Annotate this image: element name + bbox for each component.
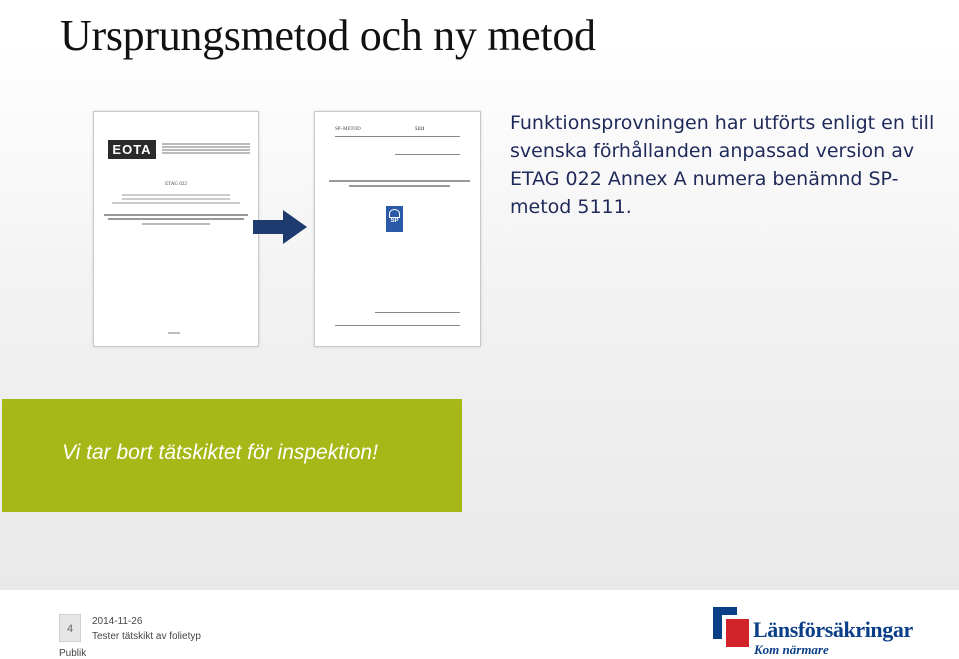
lansforsakringar-logo-icon bbox=[713, 607, 749, 647]
etag-page-marker bbox=[168, 332, 180, 334]
divider bbox=[395, 154, 460, 155]
footer-classification: Publik bbox=[59, 648, 87, 659]
footer-subtitle: Tester tätskikt av folietyp bbox=[92, 631, 201, 642]
divider bbox=[375, 312, 460, 313]
sp-header: SP–METOD bbox=[335, 127, 361, 132]
etag-title-lines bbox=[102, 192, 250, 206]
eota-logo: EOTA bbox=[108, 140, 156, 159]
etag-code: ETAG 022 bbox=[165, 182, 187, 187]
brand-slogan: Kom närmare bbox=[754, 642, 829, 657]
right-arrow-icon bbox=[253, 210, 307, 244]
sp-logo: SP bbox=[386, 206, 403, 232]
footer-date: 2014-11-26 bbox=[92, 616, 143, 627]
etag-document-thumbnail bbox=[93, 111, 259, 347]
brand-name: Länsförsäkringar bbox=[753, 617, 913, 642]
sp-document-thumbnail bbox=[314, 111, 481, 347]
divider bbox=[335, 136, 460, 137]
body-text: Funktionsprovningen har utförts enligt en till svenska förhållanden anpassad version av ETAG 022 Annex A numera benämnd SP-metod 5111. bbox=[510, 112, 935, 218]
divider bbox=[335, 325, 460, 326]
sp-title-lines bbox=[329, 178, 470, 190]
eota-header-lines bbox=[162, 142, 250, 155]
page-number: 4 bbox=[59, 614, 81, 642]
etag-annex-lines bbox=[102, 212, 250, 228]
banner-text: Vi tar bort tätskiktet för inspektion! bbox=[62, 441, 378, 464]
sp-number: 5111 bbox=[415, 127, 425, 132]
page-title: Ursprungsmetod och ny metod bbox=[60, 11, 596, 60]
